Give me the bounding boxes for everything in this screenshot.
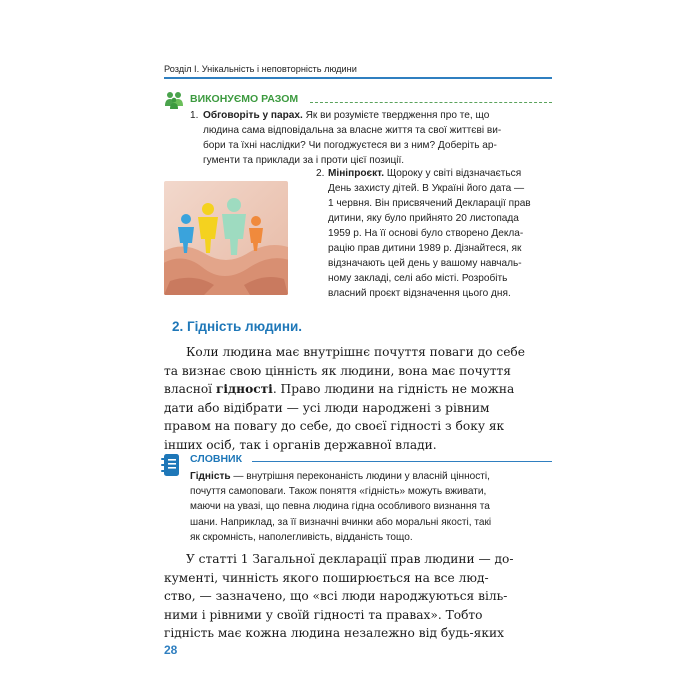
page-number: 28	[164, 643, 178, 657]
dictionary-line: як скромність, наполегливість, відданість тощо.	[190, 531, 413, 543]
dictionary-term: Гідність	[190, 471, 231, 482]
dictionary-line: почуття самоповаги. Також поняття «гідність» можуть вживати,	[190, 486, 487, 498]
paragraph-line: дати або відібрати — усі люди народжені з рівним	[164, 400, 490, 415]
dictionary-line: — внутрішня переконаність людини у власній цінності,	[230, 471, 490, 482]
paragraph-dignity-intro	[164, 343, 554, 455]
task-2-line: дитини, яку було прийнято 20 листопада	[328, 213, 519, 224]
task-2-line: ному закладі, селі або місті. Розробіть	[328, 273, 508, 284]
task-2-lead: Мініпроєкт.	[328, 168, 385, 179]
paragraph-line: інших осіб, так і органів державної влади.	[164, 437, 437, 452]
task-1-line: людина сама відповідальна за власне життя та свої життєві ви-	[203, 125, 502, 136]
task-2-line: відзначають цей день у вашому навчаль-	[328, 258, 522, 269]
section-title: 2. Гідність людини.	[172, 319, 303, 334]
task-1-line: Як ви розумієте твердження про те, що	[302, 110, 490, 121]
paragraph-line-part: власної	[164, 382, 216, 397]
task-2-line: Щороку у світі відзначається	[384, 168, 522, 179]
header-rule	[164, 77, 552, 79]
dignity-term-emphasis: гідності	[215, 382, 273, 397]
task-2-line: 1959 р. На її основі було створено Декла-	[328, 228, 524, 239]
paragraph-line: та визнає свою цінність як людини, вона має почуття	[164, 363, 511, 378]
paragraph-line: кументі, чинність якого поширюється на все люд-	[164, 570, 489, 585]
dictionary-line: шани. Наприклад, за її визначні вчинки або моральні якості, такі	[190, 516, 492, 528]
dictionary-line: маючи на увазі, що певна людина гідна особливого визнання та	[190, 501, 490, 513]
task-1-lead: Обговоріть у парах.	[203, 110, 303, 121]
dictionary-heading: СЛОВНИК	[190, 453, 242, 465]
paragraph-line: ство, — зазначено, що «всі люди народжуються віль-	[164, 589, 508, 604]
paragraph-line: ними і рівними у своїй гідності та правах». Тобто	[164, 607, 483, 622]
dictionary-entry	[190, 469, 552, 545]
together-heading: ВИКОНУЄМО РАЗОМ	[190, 93, 299, 105]
task-1-line: гументи та приклади за і проти цієї позиції.	[203, 155, 405, 166]
task-1-line: бори та їхні наслідки? Чи погоджуєтеся ви з ним? Доберіть ар-	[203, 140, 497, 151]
paragraph-declaration	[164, 550, 554, 643]
paragraph-line-part: . Право людини на гідність не можна	[272, 382, 515, 397]
task-2-number: 2.	[316, 168, 325, 179]
running-header: Розділ І. Унікальність і неповторність людини	[164, 64, 357, 74]
paragraph-line: Коли людина має внутрішнє почуття поваги до себе	[186, 345, 525, 359]
hands-paper-family-photo	[164, 181, 288, 295]
task-2-line: 1 червня. Він присвячений Декларації прав	[328, 198, 531, 209]
task-2-line: День захисту дітей. В Україні його дата —	[328, 183, 525, 194]
green-dashed-rule	[310, 102, 552, 103]
task-2-line: рацію прав дитини 1989 р. Дізнайтеся, як	[328, 243, 522, 254]
blue-rule	[252, 461, 552, 462]
paragraph-line: У статті 1 Загальної декларації прав людини — до-	[186, 552, 514, 566]
task-2-line: власний проєкт відзначення цього дня.	[328, 288, 511, 299]
paragraph-line: гідність має кожна людина незалежно від будь-яких	[164, 626, 504, 641]
people-group-icon	[164, 91, 184, 109]
notebook-icon	[161, 453, 181, 477]
task-1-number: 1.	[190, 110, 199, 121]
paragraph-line: правом на повагу до себе, до своєї гідності з боку як	[164, 419, 505, 434]
